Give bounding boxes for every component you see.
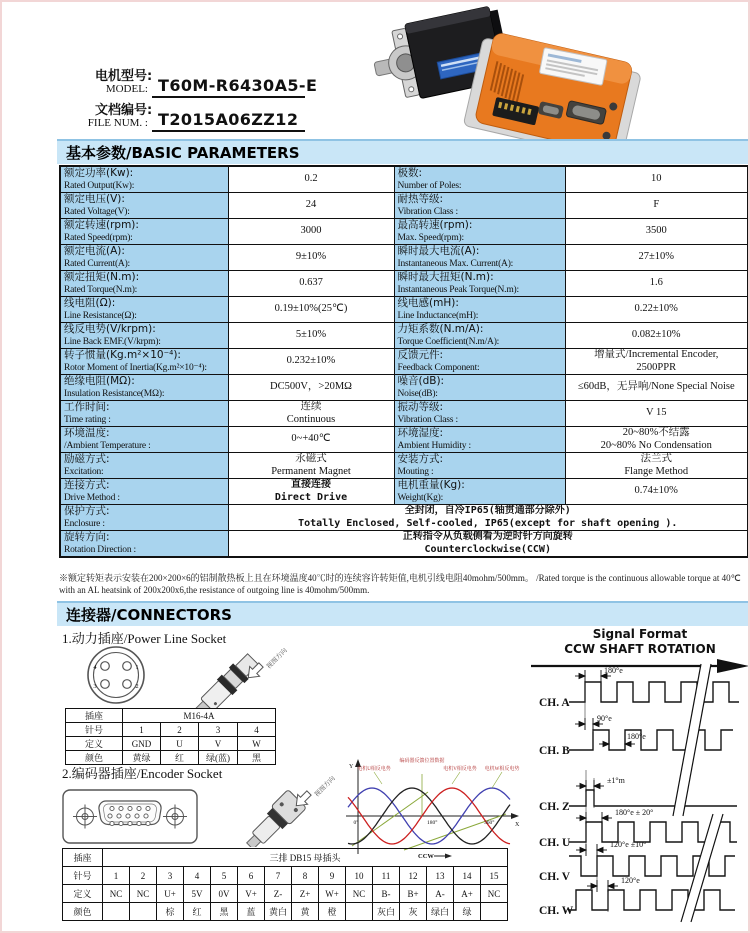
param-value-cell — [565, 427, 748, 453]
row-header: 颜色 — [66, 751, 123, 765]
pin-cell: W+ — [319, 885, 346, 903]
pin-table-row — [66, 723, 276, 737]
param-label-cell — [394, 219, 565, 245]
section-connectors: 连接器/CONNECTORS — [57, 601, 748, 626]
dim-b2: 180°e — [627, 732, 646, 741]
pin-cell: 黑 — [238, 751, 276, 765]
param-label-en: Line Inductance(mH): — [397, 311, 479, 321]
param-label-cell — [60, 479, 228, 505]
param-label-zh: 转子惯量(Kg.m²×10⁻⁴): — [64, 349, 181, 361]
param-value-cell — [228, 479, 394, 505]
pin-cell: NC — [481, 885, 508, 903]
param-value-cell — [565, 219, 748, 245]
param-label-en: Mouting : — [397, 467, 434, 477]
pin-cell: 9 — [319, 867, 346, 885]
row-header: 插座 — [66, 709, 123, 723]
signal-title-1: Signal Format — [592, 627, 688, 641]
param-value: 2500PPR — [636, 361, 677, 373]
param-label-zh: 线电阻(Ω): — [64, 297, 116, 309]
signal-title-2: CCW SHAFT ROTATION — [564, 642, 716, 656]
rotation-direction-arrow-icon — [717, 659, 749, 673]
param-value-cell — [228, 427, 394, 453]
param-value: 10 — [651, 173, 662, 185]
basic-param-span-row — [60, 505, 748, 531]
dim-u: 180°e ± 20° — [615, 808, 654, 817]
pin-cell — [130, 903, 157, 921]
pin-cell: Z+ — [292, 885, 319, 903]
param-label-cell — [60, 401, 228, 427]
encoder-socket-table — [62, 848, 508, 921]
pin-cell: 4 — [184, 867, 211, 885]
param-label-en: Instantaneous Peak Torque(N.m): — [397, 285, 519, 295]
param-value-cell — [228, 401, 394, 427]
view-direction-label: 视图方向 — [312, 774, 337, 799]
waveform-w — [569, 890, 735, 910]
pin-cell: GND — [123, 737, 161, 751]
param-label-cell — [60, 427, 228, 453]
socket-type: 三排 DB15 母插头 — [103, 849, 508, 867]
pin-table-row — [63, 885, 508, 903]
pin-table-row — [63, 867, 508, 885]
param-value: DC500V，>20MΩ — [270, 381, 352, 393]
param-value-cell — [565, 193, 748, 219]
channel-u-label: CH. U — [539, 837, 571, 849]
param-value-cell — [228, 297, 394, 323]
param-label-zh: 瞬时最大扭矩(N.m): — [397, 271, 494, 283]
file-value: T2015A06ZZ12 — [158, 110, 299, 129]
param-label-en: Line Back EMF.(V/krpm): — [64, 337, 161, 347]
pin-cell: 5 — [211, 867, 238, 885]
param-value-cell — [565, 166, 748, 193]
param-value-cell — [228, 505, 748, 531]
param-label-en: Rated Voltage(V): — [64, 207, 130, 217]
param-value: 增量式/Incremental Encoder, — [594, 349, 719, 360]
pin-cell: 红 — [184, 903, 211, 921]
param-value: 直接连接 — [291, 479, 331, 490]
face-pin-4: 4 — [93, 664, 97, 671]
row-header: 定义 — [63, 885, 103, 903]
param-label-en: Number of Poles: — [397, 181, 462, 191]
param-label-cell — [394, 453, 565, 479]
rated-torque-note: ※额定转矩表示安装在200×200×6的铝制散热板上且在环境温度40℃时的连续容许转矩值,电机引线电阻40mohm/500mm。 /Rated torque is the continuous allowable torque at 40℃ with an AL heatsink of 200x200x6,the resistance of outgoing line is 40mohm/500mm. — [59, 573, 741, 595]
row-header: 颜色 — [63, 903, 103, 921]
param-label-en: Feedback Component: — [397, 363, 480, 373]
waveform-b — [569, 730, 733, 750]
ccw-label: CCW — [418, 853, 434, 860]
row-header: 针号 — [63, 867, 103, 885]
face-pin-3: 3 — [93, 683, 97, 690]
pin-cell: V — [199, 737, 238, 751]
face-pin-2: 2 — [135, 683, 139, 690]
param-value: Permanent Magnet — [271, 465, 351, 477]
param-label-en: Rated Output(Kw): — [64, 181, 135, 191]
param-value-cell — [228, 245, 394, 271]
product-photo — [367, 4, 657, 144]
channel-z-label: CH. Z — [539, 801, 570, 813]
param-value: 永磁式 — [295, 453, 327, 464]
pin-cell: 棕 — [157, 903, 184, 921]
dim-v: 120°e ±10° — [610, 840, 647, 849]
u-phase-label: 电机U相反电势 — [357, 767, 391, 772]
param-label-en: Insulation Resistance(MΩ): — [64, 389, 165, 399]
basic-param-row — [60, 193, 748, 219]
param-value: 0.22±10% — [634, 303, 678, 315]
param-label-cell — [60, 245, 228, 271]
param-label-zh: 环境湿度: — [397, 427, 444, 439]
pin-cell: 11 — [373, 867, 400, 885]
pin-cell: 8 — [292, 867, 319, 885]
pin-table-row — [66, 709, 276, 723]
pin-cell: 0V — [211, 885, 238, 903]
model-underline — [152, 96, 305, 98]
basic-param-row — [60, 479, 748, 505]
param-label-cell — [394, 427, 565, 453]
param-value: ≤60dB，无异响/None Special Noise — [577, 381, 735, 393]
param-label-cell — [394, 479, 565, 505]
param-value: 20~80% No Condensation — [600, 439, 712, 451]
param-value-cell — [565, 401, 748, 427]
tick-360: 360° — [484, 820, 495, 826]
param-value: 1.6 — [649, 277, 663, 289]
param-label-cell — [394, 375, 565, 401]
param-label-zh: 旋转方向: — [64, 531, 110, 543]
pin-cell: U+ — [157, 885, 184, 903]
param-value: 3000 — [300, 225, 322, 237]
param-label-cell — [394, 401, 565, 427]
param-value: 20~80%不结露 — [622, 427, 690, 438]
dim-z: ±1°m — [607, 776, 625, 785]
pin-cell: 黄 — [292, 903, 319, 921]
param-label-cell — [394, 349, 565, 375]
param-value: 5±10% — [295, 329, 327, 341]
pin-cell: 灰白 — [373, 903, 400, 921]
param-label-en: Instantaneous Max. Current(A): — [397, 259, 514, 269]
param-label-cell — [60, 193, 228, 219]
pin-cell: 黑 — [211, 903, 238, 921]
x-axis-label: X — [515, 822, 520, 828]
pin-cell: 6 — [238, 867, 265, 885]
param-value-cell — [565, 375, 748, 401]
basic-parameters-table — [59, 165, 749, 558]
model-label-zh: 电机型号: — [95, 69, 153, 84]
param-label-zh: 额定电流(A): — [64, 245, 125, 257]
param-value-cell — [228, 453, 394, 479]
basic-param-row — [60, 401, 748, 427]
param-value: 27±10% — [638, 251, 674, 263]
back-emf-phase-chart — [334, 754, 524, 862]
param-label-zh: 环境温度: — [64, 427, 110, 439]
param-label-en: Enclosure : — [64, 519, 105, 529]
param-label-zh: 安装方式: — [397, 453, 444, 465]
param-value-cell — [565, 271, 748, 297]
param-label-zh: 连接方式: — [64, 479, 110, 491]
param-value-cell — [565, 479, 748, 505]
param-label-cell — [394, 193, 565, 219]
dim-a: 180°e — [604, 666, 623, 675]
pin-cell: A+ — [454, 885, 481, 903]
param-label-zh: 工作时间: — [64, 401, 110, 413]
pin-cell: 灰 — [400, 903, 427, 921]
pin-cell: 蓝 — [238, 903, 265, 921]
param-label-cell — [60, 531, 228, 558]
db15-socket-drawing — [62, 785, 199, 847]
param-value: 连续 — [300, 401, 322, 412]
dim-b1: 90°e — [597, 714, 612, 723]
model-label-en: MODEL: — [105, 83, 148, 95]
param-label-zh: 电机重量(Kg): — [397, 479, 465, 491]
param-value: 24 — [305, 199, 317, 211]
param-label-zh: 极数: — [397, 167, 423, 179]
param-value: 0.19±10%(25℃) — [274, 303, 348, 315]
row-header: 定义 — [66, 737, 123, 751]
view-direction-label: 视图方向 — [264, 646, 289, 671]
param-value: 0.2 — [304, 173, 318, 185]
param-value: 正转指令从负载侧看为逆时针方向旋转 — [402, 531, 573, 542]
row-header: 插座 — [63, 849, 103, 867]
channel-v-label: CH. V — [539, 871, 571, 883]
param-value: 9±10% — [295, 251, 327, 263]
param-value: Totally Enclosed, Self-cooled, IP65(except for shaft opening ). — [298, 517, 678, 529]
power-plug-drawing — [185, 635, 297, 709]
param-label-zh: 力矩系数(N.m/A): — [397, 323, 484, 335]
pin-cell: 黄绿 — [123, 751, 161, 765]
encoder-socket-title: 2.编码器插座/Encoder Socket — [62, 766, 223, 781]
param-label-zh: 最高转速(rpm): — [397, 219, 473, 231]
basic-param-row — [60, 219, 748, 245]
param-label-en: Torque Coefficient(N.m/A): — [397, 337, 500, 347]
param-value: Direct Drive — [274, 491, 348, 503]
param-label-en: Drive Method : — [64, 493, 120, 503]
param-value: 3500 — [645, 225, 667, 237]
param-label-zh: 反馈元件: — [397, 349, 444, 361]
param-value: 0~+40℃ — [291, 433, 331, 445]
pin-cell: 15 — [481, 867, 508, 885]
tick-180: 180° — [427, 820, 438, 826]
pin-cell: W — [238, 737, 276, 751]
pin-cell: 1 — [103, 867, 130, 885]
param-label-zh: 额定功率(Kw): — [64, 167, 134, 179]
param-value: 0.637 — [299, 277, 323, 289]
param-label-en: Rated Speed(rpm): — [64, 233, 133, 243]
param-label-cell — [394, 245, 565, 271]
param-label-en: Rotor Moment of Inertia(Kg.m²×10⁻⁴): — [64, 363, 207, 373]
param-value: Flange Method — [624, 465, 689, 477]
socket-type: M16-4A — [123, 709, 276, 723]
param-label-cell — [60, 453, 228, 479]
w-phase-label: 电机W相反电势 — [484, 767, 520, 772]
pin-cell — [481, 903, 508, 921]
tick-0: 0° — [353, 820, 359, 826]
pin-cell: A- — [427, 885, 454, 903]
pin-cell: Z- — [265, 885, 292, 903]
row-header: 针号 — [66, 723, 123, 737]
param-value: 0.082±10% — [631, 329, 681, 341]
pin-cell: 红 — [161, 751, 199, 765]
basic-param-row — [60, 427, 748, 453]
param-value-cell — [565, 297, 748, 323]
param-value-cell — [228, 375, 394, 401]
param-value-cell — [565, 453, 748, 479]
param-value: F — [653, 199, 660, 211]
param-value-cell — [565, 245, 748, 271]
param-value-cell — [565, 323, 748, 349]
pin-cell: NC — [130, 885, 157, 903]
pin-cell: 2 — [130, 867, 157, 885]
param-value-cell — [565, 349, 748, 375]
pin-cell — [103, 903, 130, 921]
dim-w: 120°e — [621, 876, 640, 885]
param-label-en: /Ambient Temperature : — [64, 441, 151, 451]
param-label-zh: 耐热等级: — [397, 193, 444, 205]
param-label-en: Excitation: — [64, 467, 104, 477]
param-label-cell — [60, 166, 228, 193]
param-label-cell — [60, 219, 228, 245]
param-label-en: Ambient Humidity : — [397, 441, 471, 451]
param-value-cell — [228, 349, 394, 375]
param-label-en: Max. Speed(rpm): — [397, 233, 464, 243]
param-label-cell — [60, 271, 228, 297]
basic-param-row — [60, 323, 748, 349]
basic-param-row — [60, 453, 748, 479]
basic-param-row — [60, 297, 748, 323]
power-socket-table — [65, 708, 276, 765]
pin-cell: U — [161, 737, 199, 751]
param-label-en: Noise(dB): — [397, 389, 438, 399]
pin-cell: 1 — [123, 723, 161, 737]
basic-param-row — [60, 349, 748, 375]
y-axis-label: Y — [349, 764, 354, 770]
param-value-cell — [228, 271, 394, 297]
channel-b-label: CH. B — [539, 745, 570, 757]
feedback-position-label: 编码器反馈位置数据 — [399, 759, 445, 764]
param-label-zh: 额定电压(V): — [64, 193, 125, 205]
basic-param-span-row — [60, 531, 748, 558]
pin-table-row — [63, 903, 508, 921]
param-label-zh: 线反电势(V/krpm): — [64, 323, 156, 335]
pin-cell: 绿 — [454, 903, 481, 921]
pin-cell: 5V — [184, 885, 211, 903]
channel-w-label: CH. W — [539, 905, 574, 917]
pin-cell: 2 — [161, 723, 199, 737]
pin-cell: 橙 — [319, 903, 346, 921]
model-value: T60M-R6430A5-E — [158, 76, 318, 95]
basic-param-row — [60, 375, 748, 401]
pin-cell: 绿(蓝) — [199, 751, 238, 765]
param-label-zh: 保护方式: — [64, 505, 110, 517]
param-label-zh: 额定扭矩(N.m): — [64, 271, 140, 283]
param-value: 全封闭，自冷IP65(轴贯通部分除外) — [404, 505, 571, 516]
pin-cell: 3 — [157, 867, 184, 885]
pin-cell: B+ — [400, 885, 427, 903]
param-label-zh: 额定转速(rpm): — [64, 219, 139, 231]
param-label-cell — [60, 505, 228, 531]
param-label-zh: 噪音(dB): — [397, 375, 445, 387]
param-value-cell — [228, 531, 748, 558]
face-pin-1: 1 — [135, 664, 139, 671]
param-label-en: Rated Torque(N.m): — [64, 285, 138, 295]
pin-cell: 7 — [265, 867, 292, 885]
param-label-en: Weight(Kg): — [397, 493, 444, 503]
basic-param-row — [60, 271, 748, 297]
basic-param-row — [60, 245, 748, 271]
pin-cell: 绿白 — [427, 903, 454, 921]
param-value-cell — [228, 219, 394, 245]
param-value-cell — [228, 323, 394, 349]
signal-format-diagram — [523, 620, 750, 933]
section-basic-parameters: 基本参数/BASIC PARAMETERS — [57, 139, 748, 164]
power-socket-face-drawing — [64, 643, 169, 707]
param-label-en: Rated Current(A): — [64, 259, 130, 269]
param-value: 法兰式 — [640, 453, 672, 464]
pin-cell: 14 — [454, 867, 481, 885]
file-label-en: FILE NUM. : — [87, 117, 148, 129]
param-value-cell — [228, 193, 394, 219]
param-label-en: Line Resistance(Ω): — [64, 311, 137, 321]
pin-cell: V+ — [238, 885, 265, 903]
pin-cell: 黄白 — [265, 903, 292, 921]
pin-cell: 4 — [238, 723, 276, 737]
param-label-zh: 振动等级: — [397, 401, 444, 413]
file-underline — [152, 130, 305, 132]
pin-cell: B- — [373, 885, 400, 903]
pin-table-row — [63, 849, 508, 867]
waveform-a — [569, 682, 739, 702]
pin-cell: 10 — [346, 867, 373, 885]
param-label-zh: 绝缘电阻(MΩ): — [64, 375, 135, 387]
param-label-cell — [394, 323, 565, 349]
param-label-zh: 励磁方式: — [64, 453, 110, 465]
param-label-cell — [394, 271, 565, 297]
param-value: Continuous — [286, 413, 336, 425]
param-label-en: Vibration Class : — [397, 415, 458, 425]
power-socket-title: 1.动力插座/Power Line Socket — [62, 631, 227, 646]
param-label-cell — [60, 297, 228, 323]
param-label-en: Vibration Class : — [397, 207, 458, 217]
file-label-zh: 文档编号: — [95, 103, 153, 118]
basic-param-row — [60, 166, 748, 193]
encoder-plug-drawing — [235, 765, 347, 847]
param-label-cell — [394, 297, 565, 323]
break-mark — [681, 814, 723, 922]
param-label-en: Rotation Direction : — [64, 545, 136, 555]
param-label-cell — [60, 323, 228, 349]
driver-illustration — [463, 30, 643, 144]
param-label-cell — [60, 375, 228, 401]
pin-cell: 3 — [199, 723, 238, 737]
param-label-cell — [394, 166, 565, 193]
param-value: Counterclockwise(CCW) — [424, 543, 551, 555]
param-label-cell — [60, 349, 228, 375]
pin-table-row — [66, 737, 276, 751]
param-label-en: Time rating : — [64, 415, 111, 425]
channel-a-label: CH. A — [539, 697, 570, 709]
param-label-zh: 瞬时最大电流(A): — [397, 245, 480, 257]
pin-cell: NC — [346, 885, 373, 903]
pin-cell: 12 — [400, 867, 427, 885]
param-label-zh: 线电感(mH): — [397, 297, 459, 309]
v-phase-label: 电机V相反电势 — [443, 767, 477, 772]
pin-cell: NC — [103, 885, 130, 903]
pin-cell — [346, 903, 373, 921]
param-value: 0.232±10% — [286, 355, 336, 367]
pin-cell: 13 — [427, 867, 454, 885]
param-value-cell — [228, 166, 394, 193]
param-value: 0.74±10% — [634, 485, 678, 497]
param-value: V 15 — [645, 407, 667, 419]
